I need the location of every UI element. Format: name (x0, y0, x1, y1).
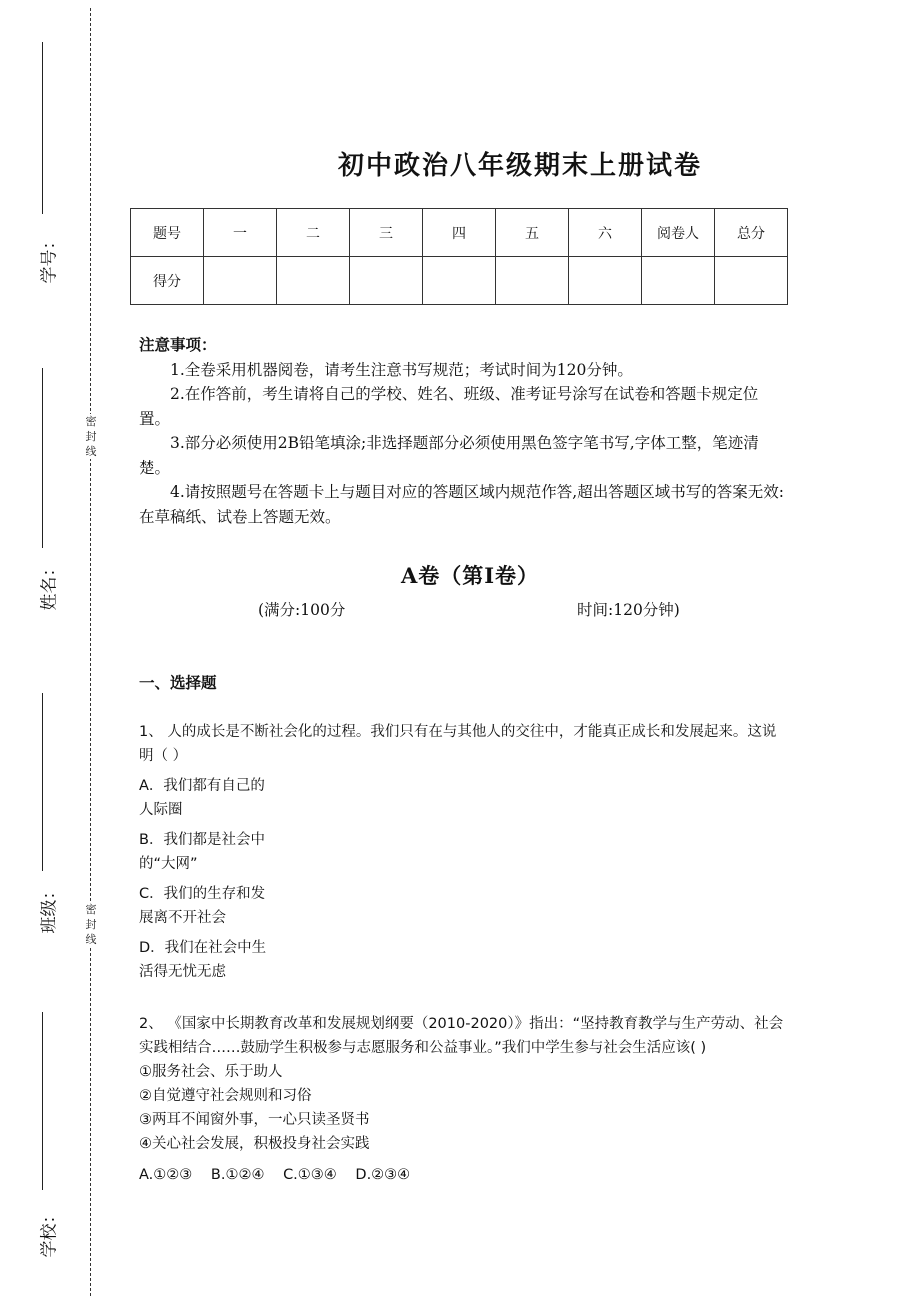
question-2-choice-c: C.①③④ (283, 1167, 337, 1183)
question-1-option-d: D．我们在社会中生活得无忧无虑 (139, 940, 267, 980)
table-cell: 阅卷人 (642, 209, 715, 257)
table-cell: 得分 (131, 257, 204, 305)
class-blank (42, 693, 43, 871)
question-1-option-c: C．我们的生存和发展离不开社会 (139, 886, 266, 926)
score-cell (642, 257, 715, 305)
question-1-stem: 1、 人的成长是不断社会化的过程。我们只有在与其他人的交往中，才能真正成长和发展起来。这说明（ ） (139, 724, 777, 764)
seal-dashed-line (90, 8, 91, 1296)
notice-item: 1.全卷采用机器阅卷，请考生注意书写规范；考试时间为120分钟。 (170, 360, 633, 379)
part-heading: 一、选择题 (139, 673, 217, 692)
score-cell (204, 257, 277, 305)
time-limit: 时间:120分钟) (577, 601, 680, 619)
table-cell: 五 (496, 209, 569, 257)
score-cell (277, 257, 350, 305)
notice-item: 3.部分必须使用2B铅笔填涂;非选择题部分必须使用黑色签字笔书写,字体工整，笔迹清楚。 (139, 434, 759, 477)
score-table (130, 208, 788, 305)
notice-block (139, 333, 789, 529)
full-score: (满分:100分 (258, 601, 346, 619)
school-label: 学校： (39, 1206, 60, 1258)
notice-heading: 注意事项： (139, 335, 217, 354)
score-table-score-row (131, 257, 788, 305)
question-1-option-a: A．我们都有自己的人际圈 (139, 778, 265, 818)
question-2-item: ①服务社会、乐于助人 (139, 1064, 283, 1080)
score-cell (569, 257, 642, 305)
table-cell: 三 (350, 209, 423, 257)
question-2-choice-b: B.①②④ (210, 1167, 265, 1183)
question-2-choice-d: D.②③④ (355, 1167, 411, 1183)
student-id-blank (42, 42, 43, 214)
notice-item: 2.在作答前，考生请将自己的学校、姓名、班级、准考证号涂写在试卷和答题卡规定位置。 (139, 385, 759, 428)
school-blank (42, 1012, 43, 1190)
section-title: A卷（第I卷） (400, 563, 540, 588)
table-cell: 总分 (715, 209, 788, 257)
class-label: 班级： (39, 882, 60, 934)
score-cell (423, 257, 496, 305)
name-label: 姓名： (39, 559, 60, 611)
seal-text-lower: 密 封 线 (85, 903, 97, 946)
student-id-label: 学号： (39, 232, 60, 284)
table-cell: 四 (423, 209, 496, 257)
score-table-header-row (131, 209, 788, 257)
score-cell (715, 257, 788, 305)
name-blank (42, 368, 43, 548)
table-cell: 一 (204, 209, 277, 257)
score-cell (496, 257, 569, 305)
table-cell: 六 (569, 209, 642, 257)
seal-text-upper: 密 封 线 (85, 415, 97, 458)
table-cell: 题号 (131, 209, 204, 257)
question-1-option-b: B．我们都是社会中的“大网” (139, 832, 265, 872)
question-2-choice-a: A.①②③ (139, 1167, 193, 1183)
question-2-item: ②自觉遵守社会规则和习俗 (139, 1088, 312, 1104)
question-2-stem: 2、 《国家中长期教育改革和发展规划纲要（2010-2020）》指出：“坚持教育教学与生产劳动、社会实践相结合……鼓励学生积极参与志愿服务和公益事业。”我们中学生参与社会生活应该( ) (139, 1016, 784, 1056)
table-cell: 二 (277, 209, 350, 257)
question-2-item: ④关心社会发展，积极投身社会实践 (139, 1136, 370, 1152)
notice-item: 4.请按照题号在答题卡上与题目对应的答题区域内规范作答,超出答题区域书写的答案无效:在草稿纸、试卷上答题无效。 (139, 483, 784, 526)
score-cell (350, 257, 423, 305)
question-2-answer-choices (139, 1163, 424, 1187)
exam-title: 初中政治八年级期末上册试卷 (337, 151, 702, 181)
question-2-item: ③两耳不闻窗外事，一心只读圣贤书 (139, 1112, 370, 1128)
